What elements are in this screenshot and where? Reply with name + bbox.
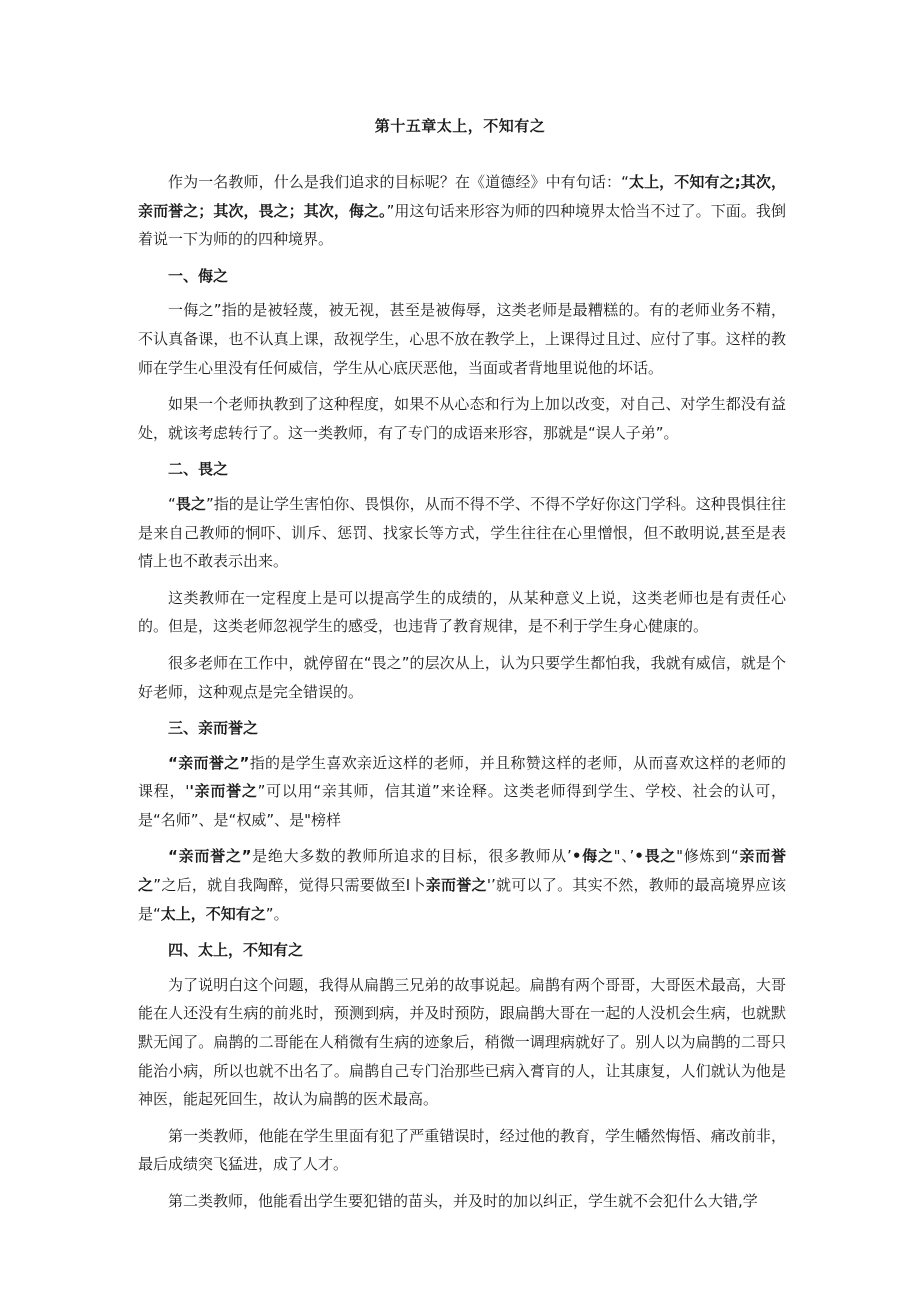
- text-span: ”可以用“亲其师，信其道”来诠释。这类老师得到学生、学校、社会的认可，是“名师”、是“权威”、是"榜样: [138, 782, 786, 829]
- document-body: [138, 168, 786, 1224]
- text-span: ”用这句话来形容为师的四种境界太恰当不过了。下面。我倒着说一下为师的的四种境界。: [138, 201, 786, 249]
- text-span: 作为一名教师，什么是我们追求的目标呢？在《道德经》中有句话：“: [168, 173, 629, 191]
- paragraph: [138, 584, 786, 641]
- text-span: 很多老师在工作中，就停留在“畏之”的层次从上，认为只要学生都怕我，我就有威信，就是个好老师，这种观点是完全错误的。: [138, 653, 786, 701]
- text-span: 二、: [168, 460, 199, 479]
- text-span: 一侮之”指的是被轻蔑，被无视，甚至是被侮辱，这类老师是最糟糕的。有的老师业务不精，不认真备课，也不认真上课，敌视学生，心思不放在教学上，上课得过且过、应付了事。这样的教师在学生心里没有任何威信，学生从心底厌恶他，当面或者背地里说他的坏话。: [138, 301, 786, 377]
- text-span: 这类教师在一定程度上是可以提高学生的成绩的，从某种意义上说，这类老师也是有责任心的。但是，这类老师忽视学生的感受，也违背了教育规律，是不利于学生身心健康的。: [138, 588, 786, 636]
- text-span: 一、: [168, 266, 199, 285]
- text-span: ”。: [265, 904, 289, 923]
- text-span: ”指的是让学生害怕你、畏惧你，从而不得不学、不得不学好你这门学科。这种畏惧往往是来自己教师的恫吓、训斥、惩罚、找家长等方式，学生往往在心里憎恨，但不敢明说,甚至是表情上也不敢表示出来。: [138, 494, 786, 571]
- bold-text: '亲而誉之: [189, 782, 258, 801]
- bold-text: 太上，不知有之;其次，亲而誉之；其次，畏之；其次，侮之。: [138, 173, 787, 220]
- bold-text: •畏之: [634, 847, 677, 866]
- bold-text: •侮之: [571, 847, 614, 866]
- text-span: 指的是学生喜欢亲近这样的老师，并且称赞这样的老师，从而喜欢这样的老师的课程，': [138, 753, 787, 801]
- section-heading: [138, 714, 786, 743]
- paragraph: [138, 390, 786, 447]
- text-span: 为了说明白这个问题，我得从扁鹊三兄弟的故事说起。扁鹊有两个哥哥，大哥医术最高，大哥能在人还没有生病的前兆时，预测到病，并及时预防，跟扁鹊大哥在一起的人没机会生病，也就默默无闻了。扁鹊的二哥能在人稍微有生病的迹象后，稍微一调理病就好了。别人以为扁鹊的二哥只能治小病，所以也就不出名了。扁鹊自己专门治那些已病入膏肓的人，让其康复，人们就认为他是神医，能起死回生，故认为扁鹊的医术最高。: [138, 975, 786, 1109]
- paragraph: [138, 971, 786, 1114]
- bold-text: 畏之: [198, 460, 229, 479]
- text-span: 如果一个老师执教到了这种程度，如果不从心态和行为上加以改变，对自己、对学生都没有益处，就该考虑转行了。这一类教师，有了专门的成语来形容，那就是“误人子弟”。: [138, 395, 786, 442]
- chapter-title: 第十五章太上，不知有之: [374, 117, 546, 135]
- paragraph: [138, 649, 786, 706]
- bold-text: 畏之: [175, 494, 206, 513]
- bold-text: 亲而誉之: [198, 719, 259, 738]
- bold-text: 太上，不知有之: [160, 904, 266, 923]
- paragraph: [138, 296, 786, 382]
- bold-text: “亲而誉之”: [168, 847, 252, 866]
- bold-text: 亲而誉之: [425, 876, 487, 895]
- text-span: 四、: [168, 941, 199, 960]
- paragraph: [138, 1122, 786, 1179]
- paragraph: [138, 749, 786, 835]
- text-span: ”之后，就自我陶醉，觉得只需要做至Ⅰ卜: [153, 876, 426, 895]
- text-span: 是绝大多数的教师所追求的目标，很多教师从’: [251, 847, 572, 866]
- text-span: '’就可以了。其实不然，教师的最高境界应该是“: [138, 876, 786, 923]
- text-span: “: [168, 494, 176, 513]
- text-span: "、’: [613, 847, 635, 866]
- bold-text: 太上，不知有之: [198, 941, 304, 960]
- section-heading: [138, 936, 786, 965]
- paragraph: [138, 1187, 786, 1216]
- text-span: 三、: [168, 719, 199, 738]
- text-span: 第二类教师，他能看出学生要犯错的苗头，并及时的加以纠正，学生就不会犯什么大错,学: [168, 1192, 758, 1210]
- section-heading: [138, 455, 786, 484]
- text-span: 第一类教师，他能在学生里面有犯了严重错误时，经过他的教育，学生幡然悔悟、痛改前非，最后成绩突飞猛进，成了人才。: [138, 1126, 786, 1174]
- bold-text: 侮之: [198, 266, 229, 285]
- paragraph: [138, 168, 786, 254]
- paragraph: [138, 842, 786, 928]
- section-heading: [138, 262, 786, 291]
- text-span: "修炼到“: [676, 847, 739, 866]
- paragraph: [138, 490, 786, 576]
- bold-text: 亲而誉之: [138, 847, 787, 895]
- bold-text: “亲而誉之”: [168, 753, 250, 772]
